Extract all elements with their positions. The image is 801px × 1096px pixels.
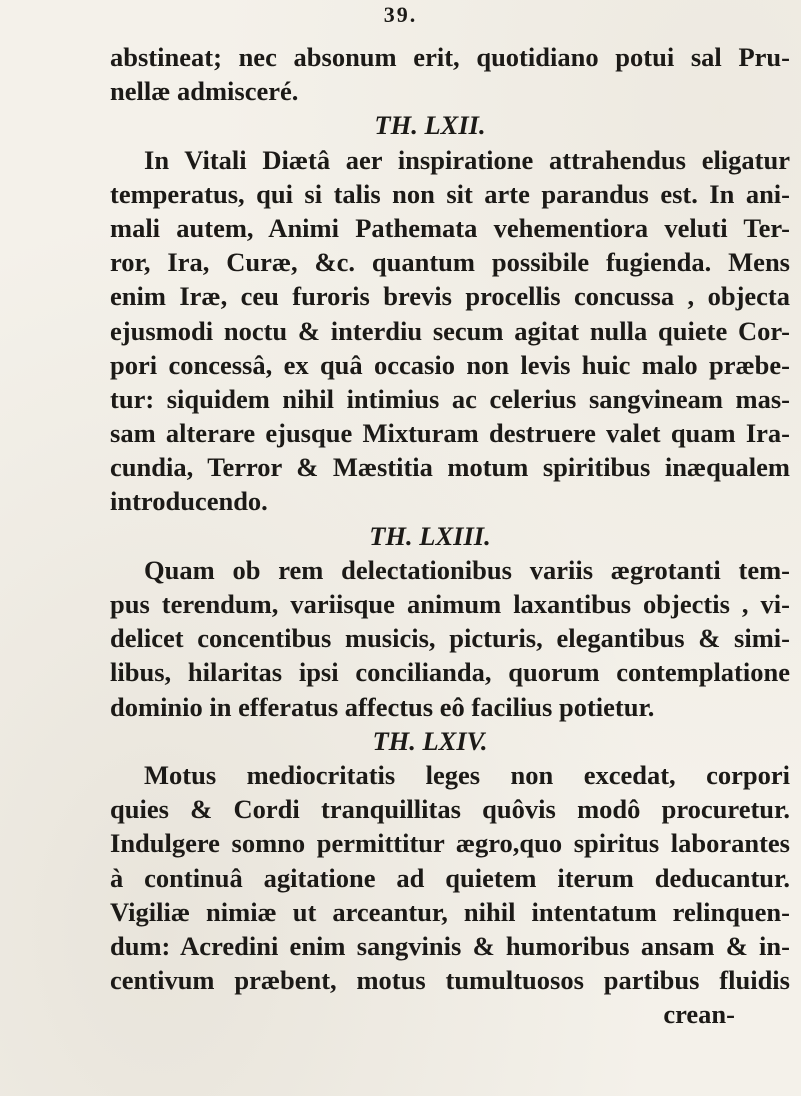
text-line: nellæ admisceré. [110,76,299,107]
text-line: delicet concentibus musicis, picturis, elegantibus & simi- [110,623,790,654]
text-line: introducendo. [110,486,268,517]
text-line: tur: siquidem nihil intimius ac celerius sangvineam mas- [110,383,790,414]
text-line: In Vitali Diætâ aer inspiratione attrahendus eligatur [144,144,790,175]
text-line: Quam ob rem delectationibus variis ægrotanti tem- [144,554,790,585]
text-line: pus terendum, variisque animum laxantibus objectis , vi- [110,589,790,619]
text-line: Vigiliæ nimiæ ut arceantur, nihil intentatum relinquen- [110,896,790,927]
text-line: ejusmodi noctu & interdiu secum agitat nulla quiete Cor- [110,315,790,346]
text-line: temperatus, qui si talis non sit arte parandus est. In ani- [110,178,790,209]
text-line: ror, Ira, Curæ, &c. quantum possibile fugienda. Mens [110,247,790,278]
text-line: dominio in efferatus affectus eô facilius potietur. [110,691,655,722]
section-heading: TH. LXIV. [372,725,488,756]
catchword: crean- [663,999,735,1030]
text-line: centivum præbent, motus tumultuosos partibus fluidis [110,965,790,996]
text-line: abstineat; nec absonum erit, quotidiano potui sal Pru- [110,42,790,72]
text-line: à continuâ agitatione ad quietem iterum deducantur. [110,862,790,893]
page-number-header: 39. [383,2,418,27]
text-line: quies & Cordi tranquillitas quôvis modô procuretur. [110,794,790,825]
text-block [110,40,790,1031]
section-heading: TH. LXII. [374,110,486,141]
text-line: pori concessâ, ex quâ occasio non levis huic malo præbe- [110,349,790,380]
text-line: mali autem, Animi Pathemata vehementiora veluti Ter- [110,212,790,243]
text-line: sam alterare ejusque Mixturam destruere valet quam Ira- [110,418,790,449]
text-line: Indulgere somno permittitur ægro,quo spiritus laborantes [110,828,790,859]
text-line: dum: Acredini enim sangvinis & humoribus ansam & in- [110,930,790,961]
text-line: cundia, Terror & Mæstitia motum spiritibus inæqualem [110,452,790,483]
text-line: enim Iræ, ceu furoris brevis procellis concussa , objecta [110,281,790,312]
section-heading: TH. LXIII. [369,520,491,551]
text-line: libus, hilaritas ipsi concilianda, quorum contemplatione [110,657,790,688]
text-line: Motus mediocritatis leges non excedat, corpori [144,759,790,790]
